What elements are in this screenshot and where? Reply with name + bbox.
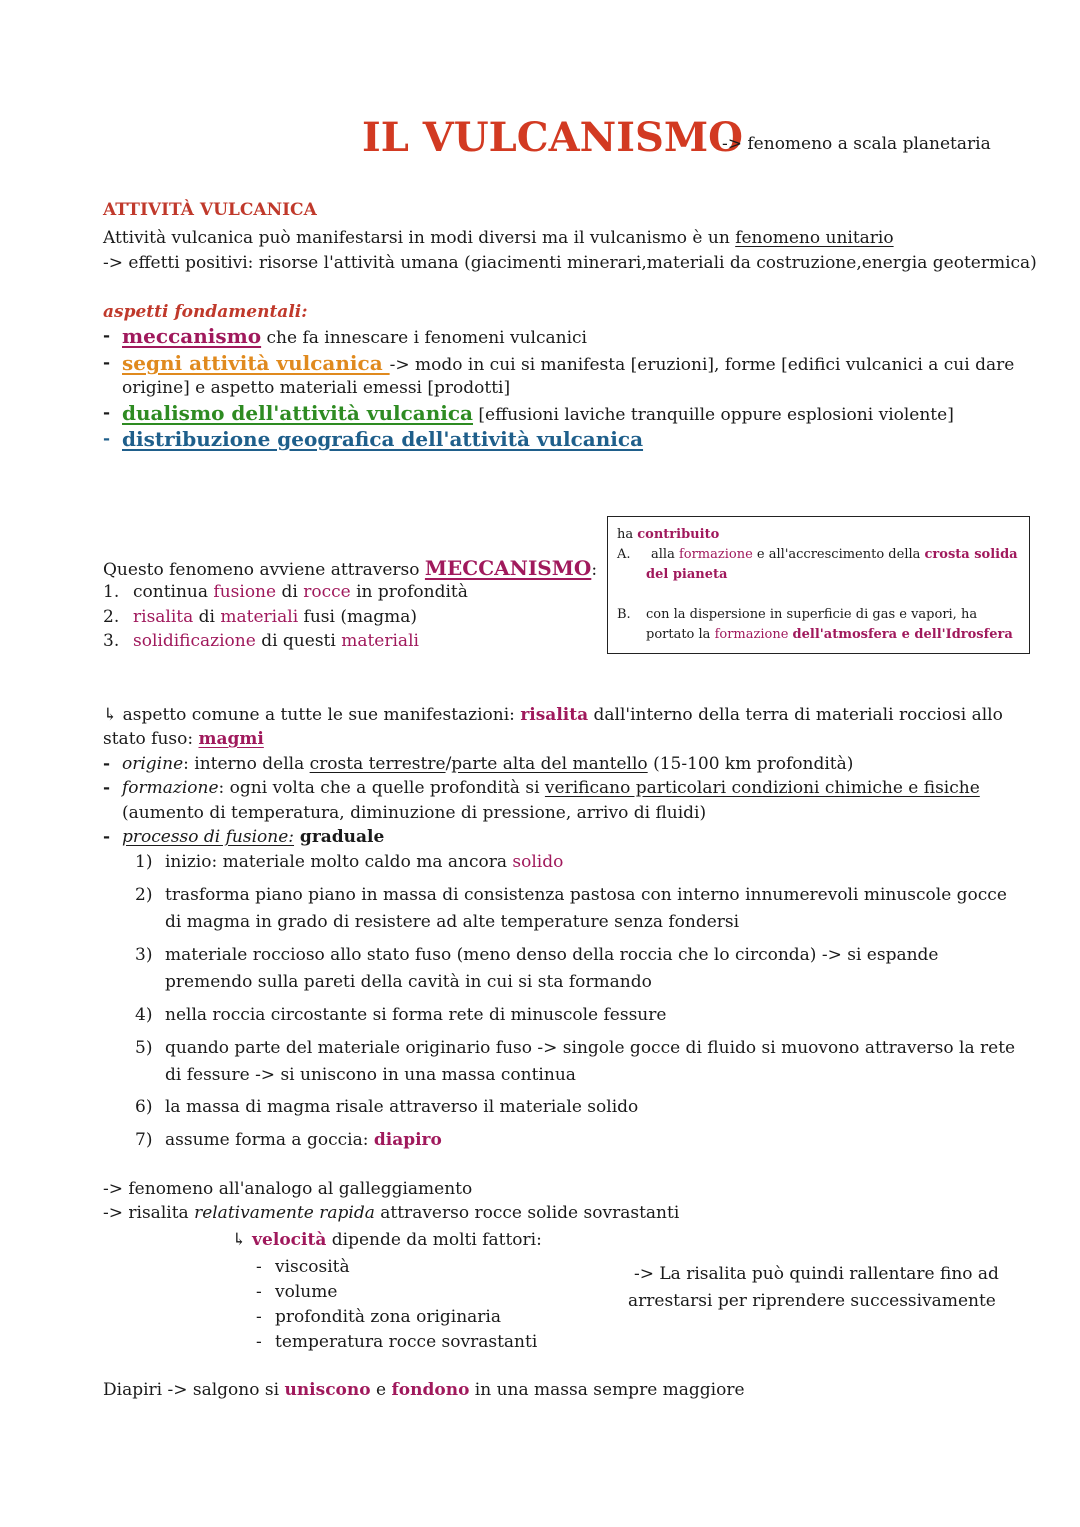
magmi-line-2: stato fuso: magmi — [103, 729, 264, 749]
aspetto-dualismo: dualismo dell'attività vulcanica [effusioni laviche tranquille oppure esplosioni violente] — [122, 401, 954, 425]
contributo-a-label: A. — [617, 547, 631, 562]
diapiri-line: Diapiri -> salgono si uniscono e fondono in una massa sempre maggiore — [103, 1380, 745, 1400]
attivita-line-2: -> effetti positivi: risorse l'attività umana (giacimenti minerari,materiali da costruzione,energia geotermica) — [103, 253, 1037, 273]
galleggiamento-line-1: -> fenomeno all'analogo al galleggiamento — [103, 1179, 473, 1199]
bullet-dash: - — [103, 754, 111, 774]
bullet-dash: - — [256, 1307, 262, 1327]
bullet-dash: - — [103, 353, 111, 373]
magmi-term: magmi — [198, 729, 264, 749]
magmi-formazione: formazione: ogni volta che a quelle profondità si verificano particolari condizioni chimiche e fisiche — [122, 778, 980, 798]
meccanismo-step-2: 2. risalita di materiali fusi (magma) — [103, 607, 418, 627]
contributo-a: alla formazione e all'accrescimento della crosta solida — [651, 547, 1018, 562]
fattore-item: profondità zona originaria — [275, 1307, 501, 1327]
page-title: IL VULCANISMO — [362, 114, 743, 161]
fattore-item: volume — [275, 1282, 338, 1302]
page-subtitle: -> fenomeno a scala planetaria — [722, 134, 991, 154]
bullet-dash: - — [103, 403, 111, 423]
risalita-note-2: arrestarsi per riprendere successivamente — [628, 1291, 996, 1311]
bullet-dash: - — [256, 1282, 262, 1302]
bullet-dash: - — [103, 429, 111, 449]
contributo-b-cont: portato la formazione dell'atmosfera e dell'Idrosfera — [646, 627, 1013, 642]
velocita-line: ↳ velocità dipende da molti fattori: — [232, 1230, 542, 1250]
risalita-note-1: -> La risalita può quindi rallentare fino ad — [634, 1264, 999, 1284]
aspetti-heading: aspetti fondamentali: — [103, 302, 308, 322]
contributo-b-label: B. — [617, 607, 631, 622]
attivita-line-1: Attività vulcanica può manifestarsi in modi diversi ma il vulcanismo è un fenomeno unitario — [103, 228, 894, 248]
meccanismo-step-3: 3. solidificazione di questi materiali — [103, 631, 419, 651]
fenomeno-unitario: fenomeno unitario — [735, 228, 894, 248]
fattore-item: temperatura rocce sovrastanti — [275, 1332, 538, 1352]
bullet-dash: - — [256, 1257, 262, 1277]
meccanismo-step-1: 1. continua fusione di rocce in profondità — [103, 582, 468, 602]
contributo-box — [607, 516, 1030, 654]
aspetto-segni-cont: origine] e aspetto materiali emessi [prodotti] — [122, 378, 511, 398]
bullet-dash: - — [103, 778, 111, 798]
galleggiamento-line-2: -> risalita relativamente rapida attraverso rocce solide sovrastanti — [103, 1203, 680, 1223]
magmi-origine: origine: interno della crosta terrestre/parte alta del mantello (15-100 km profondità) — [122, 754, 854, 774]
bullet-dash: - — [103, 326, 111, 346]
bullet-dash: - — [256, 1332, 262, 1352]
section-heading-attivita: ATTIVITÀ VULCANICA — [103, 200, 317, 220]
contributo-b: con la dispersione in superficie di gas e vapori, ha — [646, 607, 978, 622]
bullet-dash: - — [103, 827, 111, 847]
contributo-a-cont: del pianeta — [646, 567, 728, 582]
magmi-formazione-cont: (aumento di temperatura, diminuzione di pressione, arrivo di fluidi) — [122, 803, 707, 823]
contributo-intro: ha contribuito — [617, 527, 720, 542]
fattore-item: viscosità — [275, 1257, 350, 1277]
aspetto-meccanismo: meccanismo che fa innescare i fenomeni vulcanici — [122, 324, 587, 348]
aspetto-segni: segni attività vulcanica -> modo in cui si manifesta [eruzioni], forme [edifici vulcanici a cui dare — [122, 351, 1015, 375]
magmi-line-1: ↳ aspetto comune a tutte le sue manifestazioni: risalita dall'interno della terra di materiali rocciosi allo — [103, 705, 1003, 725]
magmi-processo: processo di fusione: graduale — [122, 827, 385, 847]
meccanismo-intro: Questo fenomeno avviene attraverso MECCANISMO: — [103, 556, 598, 580]
aspetto-distribuzione: distribuzione geografica dell'attività vulcanica — [122, 427, 644, 451]
